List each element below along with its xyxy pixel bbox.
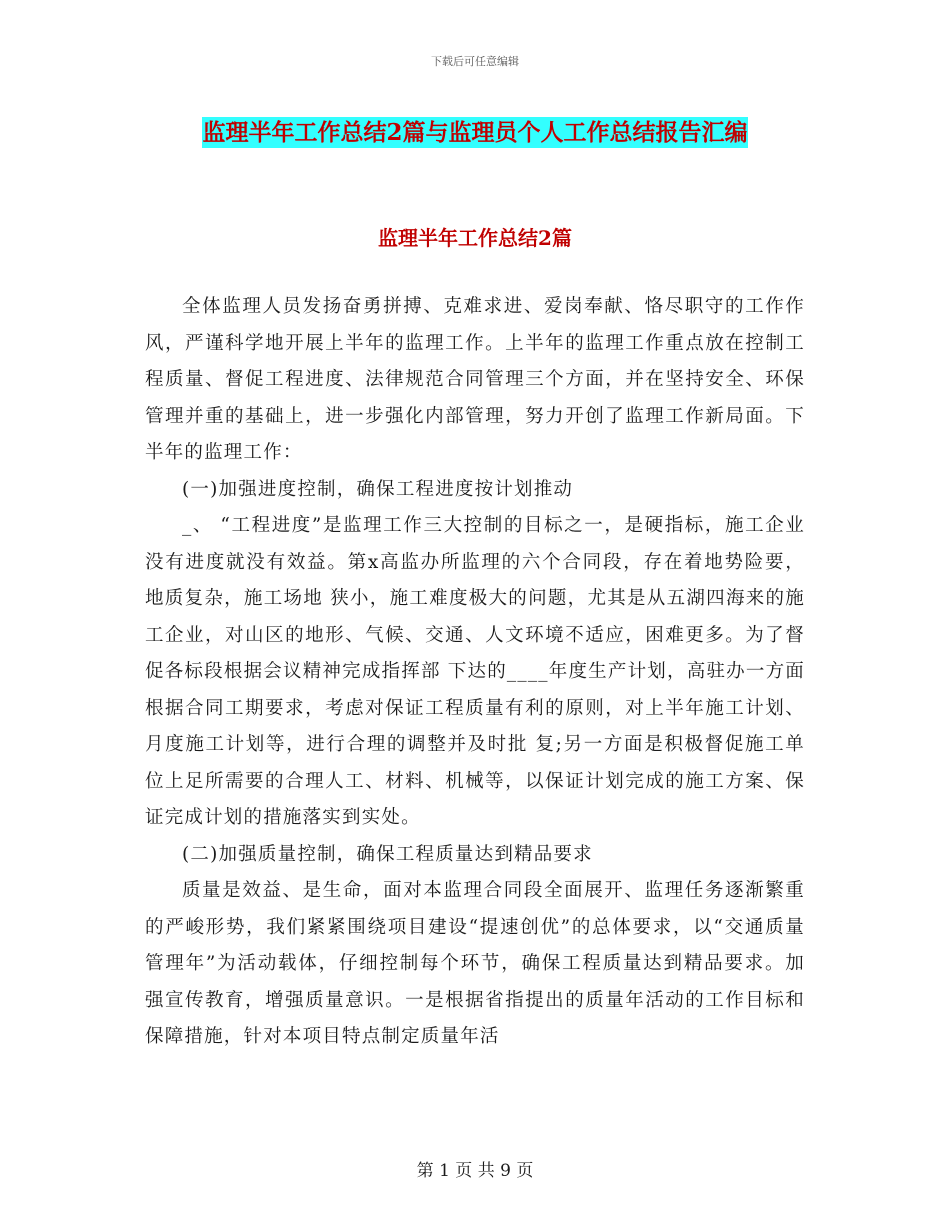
page-header-note: 下载后可任意编辑 [431,55,519,68]
section-title: 监理半年工作总结2篇 [378,226,572,250]
body-heading-quality-control: (二)加强质量控制，确保工程质量达到精品要求 [182,843,593,865]
body-heading-progress-control: (一)加强进度控制，确保工程进度按计划推动 [182,478,574,500]
body-paragraph-quality: 质量是效益、是生命，面对本监理合同段全面展开、监理任务逐渐繁重的严峻形势，我们紧紧围绕项目建设“提速创优”的总体要求，以“交通质量管理年”为活动载体，仔细控制每个环节，确保工程质量达到精品要求。加强宣传教育，增强质量意识。一是根据省指提出的质量年活动的工作目标和保障措施，针对本项目特点制定质量年活 [145,880,805,1047]
document-title [150,110,800,156]
page-footer-number: 第 1 页 共 9 页 [416,1161,534,1181]
body-paragraph-progress: _、 “工程进度”是监理工作三大控制的目标之一，是硬指标，施工企业没有进度就没有效益。第x高监办所监理的六个合同段，存在着地势险要，地质复杂，施工场地 狭小，施工难度极大的问题，尤其是从五湖四海来的施工企业，对山区的地形、气候、交通、人文环境不适应，困难更多。为了督促各标段根据会议精神完成指挥部 下达的____年度生产计划，高驻办一方面根据合同工期要求，考虑对保证工程质量有利的原则，对上半年施工计划、月度施工计划等，进行合理的调整并及时批 复;另一方面是积极督促施工单位上足所需要的合理人工、材料、机械等，以保证计划完成的施工方案、保证完成计划的措施落实到实处。 [145,515,805,828]
body-paragraph-intro: 全体监理人员发扬奋勇拼搏、克难求进、爱岗奉献、恪尽职守的工作作风，严谨科学地开展上半年的监理工作。上半年的监理工作重点放在控制工程质量、督促工程进度、法律规范合同管理三个方面，并在坚持安全、环保管理并重的基础上，进一步强化内部管理，努力开创了监理工作新局面。下半年的监理工作： [145,296,805,463]
document-body [145,289,805,1056]
document-title-text: 监理半年工作总结2篇与监理员个人工作总结报告汇编 [202,119,748,146]
